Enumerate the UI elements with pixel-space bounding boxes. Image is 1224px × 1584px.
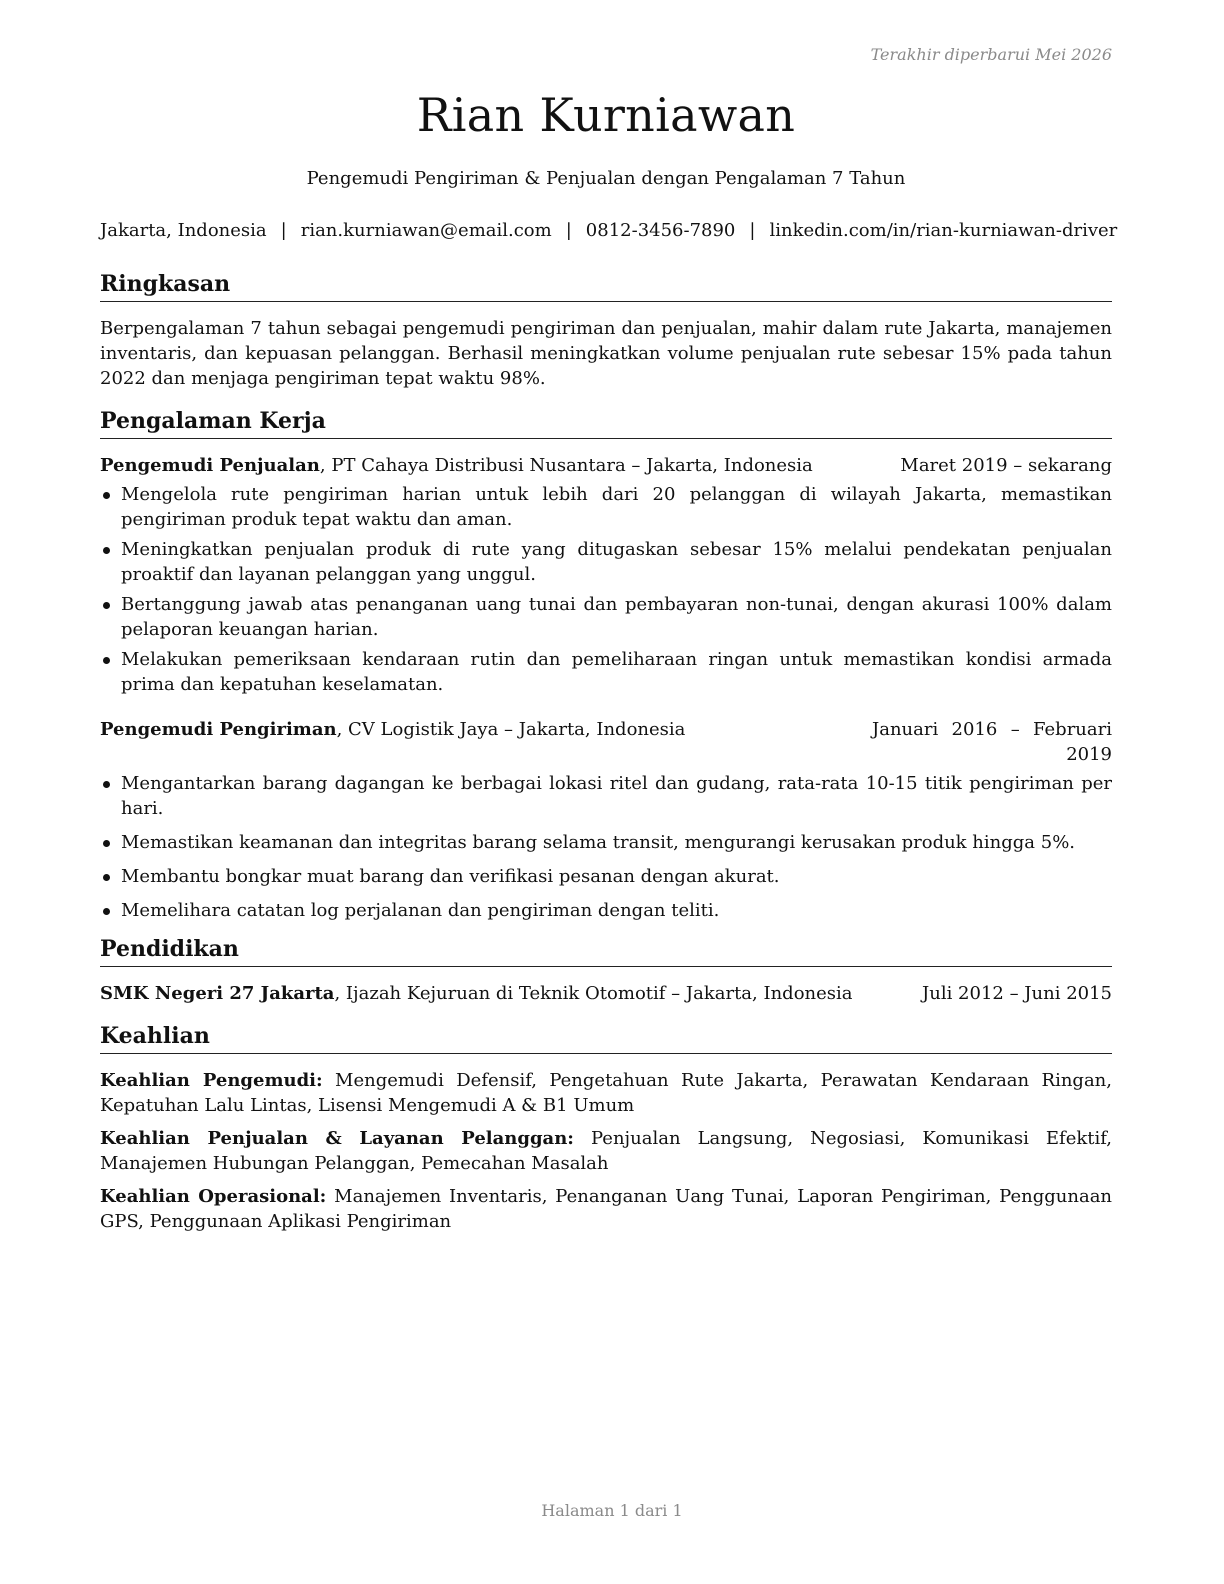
education-detail: , Ijazah Kejuruan di Teknik Otomotif – Jakarta, Indonesia xyxy=(334,983,853,1004)
tagline: Pengemudi Pengiriman & Penjualan dengan Pengalaman 7 Tahun xyxy=(306,168,906,189)
summary-section xyxy=(100,268,1112,391)
education-dates: Juli 2012 – Juni 2015 xyxy=(922,983,1112,1004)
job-bullet: Memastikan keamanan dan integritas barang selama transit, mengurangi kerusakan produk hingga 5%. xyxy=(100,830,1112,855)
contact-location: Jakarta, Indonesia xyxy=(100,220,267,241)
skill-group-text: Mengemudi Defensif, Pengetahuan Rute Jakarta, Perawatan Kendaraan Ringan, Kepatuhan Lalu Lintas, Lisensi Mengemudi A & B1 Umum xyxy=(100,1070,1112,1116)
job-org: , PT Cahaya Distribusi Nusantara – Jakarta, Indonesia xyxy=(319,455,813,476)
section-title-education: Pendidikan xyxy=(100,933,1112,967)
skill-group xyxy=(100,1184,1112,1234)
job-role: Pengemudi Penjualan xyxy=(100,455,320,476)
education-school: SMK Negeri 27 Jakarta xyxy=(100,983,335,1004)
page-number-footer: Halaman 1 dari 1 xyxy=(541,1501,683,1520)
education-title-line xyxy=(100,981,853,1006)
job-bullet: Bertanggung jawab atas penanganan uang tunai dan pembayaran non-tunai, dengan akurasi 100% dalam pelaporan keuangan harian. xyxy=(100,592,1112,642)
contact-email[interactable]: rian.kurniawan@email.com xyxy=(300,220,552,241)
job-header xyxy=(100,717,1112,767)
job-bullets xyxy=(100,482,1112,697)
job-bullets xyxy=(100,771,1112,923)
contact-linkedin[interactable]: linkedin.com/in/rian-kurniawan-driver xyxy=(769,220,1118,241)
skills-section xyxy=(100,1020,1112,1234)
contact-separator: | xyxy=(565,220,572,241)
job-entry xyxy=(100,453,1112,697)
section-title-skills: Keahlian xyxy=(100,1020,1112,1054)
skill-group-text: Manajemen Inventaris, Penanganan Uang Tunai, Laporan Pengiriman, Penggunaan GPS, Penggunaan Aplikasi Pengiriman xyxy=(100,1186,1113,1232)
skill-group-label: Keahlian Operasional: xyxy=(100,1186,327,1207)
contact-separator: | xyxy=(280,220,287,241)
summary-text: Berpengalaman 7 tahun sebagai pengemudi pengiriman dan penjualan, mahir dalam rute Jakarta, manajemen inventaris, dan kepuasan pelanggan. Berhasil meningkatkan volume penjualan rute sebesar 15% pada tahun 2022 dan menjaga pengiriman tepat waktu 98%. xyxy=(100,318,1112,389)
job-bullet: Meningkatkan penjualan produk di rute yang ditugaskan sebesar 15% melalui pendekatan penjualan proaktif dan layanan pelanggan yang unggul. xyxy=(100,537,1112,587)
job-dates: Januari 2016 – Februari 2019 xyxy=(872,719,1112,765)
section-title-summary: Ringkasan xyxy=(100,268,1112,302)
education-entry xyxy=(100,981,1112,1006)
job-bullet: Membantu bongkar muat barang dan verifikasi pesanan dengan akurat. xyxy=(100,864,1112,889)
job-bullet: Melakukan pemeriksaan kendaraan rutin dan pemeliharaan ringan untuk memastikan kondisi armada prima dan kepatuhan keselamatan. xyxy=(100,647,1112,697)
job-bullet: Memelihara catatan log perjalanan dan pengiriman dengan teliti. xyxy=(100,898,1112,923)
job-title-line xyxy=(100,717,685,767)
skill-group-label: Keahlian Penjualan & Layanan Pelanggan: xyxy=(100,1128,574,1149)
job-role: Pengemudi Pengiriman xyxy=(100,719,337,740)
resume-page xyxy=(100,0,1118,1584)
last-updated-note: Terakhir diperbarui Mei 2026 xyxy=(870,45,1112,64)
skill-group-text: Penjualan Langsung, Negosiasi, Komunikasi Efektif, Manajemen Hubungan Pelanggan, Pemecahan Masalah xyxy=(100,1128,1112,1174)
job-title-line xyxy=(100,453,813,478)
resume-content xyxy=(100,268,1112,1244)
education-section xyxy=(100,933,1112,1006)
skill-group xyxy=(100,1126,1112,1176)
skill-group-label: Keahlian Pengemudi: xyxy=(100,1070,323,1091)
job-org: , CV Logistik Jaya – Jakarta, Indonesia xyxy=(336,719,686,740)
contact-phone[interactable]: 0812-3456-7890 xyxy=(585,220,736,241)
job-bullet: Mengantarkan barang dagangan ke berbagai lokasi ritel dan gudang, rata-rata 10-15 titik pengiriman per hari. xyxy=(100,771,1112,821)
section-title-experience: Pengalaman Kerja xyxy=(100,405,1112,439)
candidate-name: Rian Kurniawan xyxy=(416,88,796,142)
contact-separator: | xyxy=(749,220,756,241)
job-entry xyxy=(100,717,1112,923)
skill-group xyxy=(100,1068,1112,1118)
experience-section xyxy=(100,405,1112,923)
contact-line xyxy=(100,220,1118,241)
job-dates: Maret 2019 – sekarang xyxy=(900,455,1112,476)
job-header xyxy=(100,453,1112,478)
job-bullet: Mengelola rute pengiriman harian untuk lebih dari 20 pelanggan di wilayah Jakarta, memastikan pengiriman produk tepat waktu dan aman. xyxy=(100,482,1112,532)
